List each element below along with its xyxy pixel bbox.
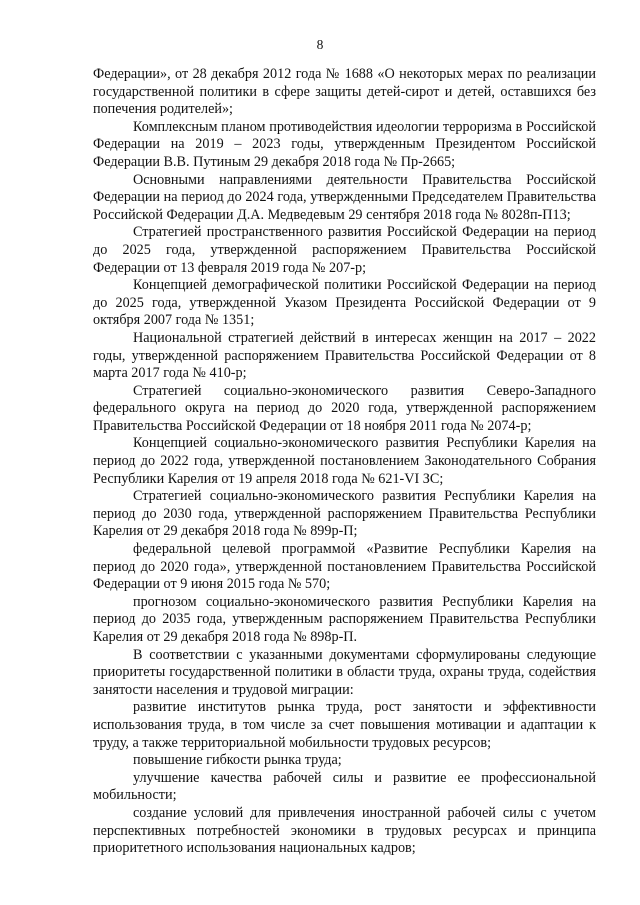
paragraph: развитие институтов рынка труда, рост занятости и эффективности использования труда, в том числе за счет повышения мотивации и адаптации к труду, а также территориальной мобильности трудовых ресурсов; <box>93 699 596 751</box>
paragraph: улучшение качества рабочей силы и развитие ее профессиональной мобильности; <box>93 769 596 804</box>
paragraph: Стратегией социально-экономического развития Северо-Западного федерального округа на период до 2020 года, утвержденной распоряжением Правительства Российской Федерации от 18 ноября 2011 года № 2074-р; <box>93 382 596 434</box>
paragraph: повышение гибкости рынка труда; <box>133 752 342 769</box>
paragraph: Федерации», от 28 декабря 2012 года № 1688 «О некоторых мерах по реализации государственной политики в сфере защиты детей-сирот и детей, оставшихся без попечения родителей»; <box>93 66 596 118</box>
paragraph: Стратегией социально-экономического развития Республики Карелия на период до 2030 года, утвержденной распоряжением Правительства Республики Карелия от 29 декабря 2018 года № 899р-П; <box>93 488 596 540</box>
paragraph: прогнозом социально-экономического развития Республики Карелия на период до 2035 года, утвержденным распоряжением Правительства Республики Карелия от 29 декабря 2018 года № 898р-П. <box>93 593 596 645</box>
paragraph: Основными направлениями деятельности Правительства Российской Федерации на период до 2024 года, утвержденными Председателем Правительства Российской Федерации Д.А. Медведевым 29 сентября 2018 года № 8028п-П13; <box>93 171 596 223</box>
paragraph: Концепцией демографической политики Российской Федерации на период до 2025 года, утвержденной Указом Президента Российской Федерации от 9 октября 2007 года № 1351; <box>93 277 596 329</box>
document-body <box>93 66 596 858</box>
paragraph: Национальной стратегией действий в интересах женщин на 2017 – 2022 годы, утвержденной распоряжением Правительства Российской Федерации от 8 марта 2017 года № 410-р; <box>93 329 596 382</box>
paragraph: федеральной целевой программой «Развитие Республики Карелия на период до 2020 года», утвержденной постановлением Правительства Российской Федерации от 9 июня 2015 года № 570; <box>93 541 596 593</box>
page-number: 8 <box>316 37 324 52</box>
paragraph: Концепцией социально-экономического развития Республики Карелия на период до 2022 года, утвержденной постановлением Законодательного Собрания Республики Карелия от 19 апреля 2018 года № 621-VI ЗС; <box>93 435 596 487</box>
paragraph: В соответствии с указанными документами сформулированы следующие приоритеты государственной политики в области труда, охраны труда, содействия занятости населения и трудовой миграции: <box>93 646 596 698</box>
paragraph: Стратегией пространственного развития Российской Федерации на период до 2025 года, утвержденной распоряжением Правительства Российской Федерации от 13 февраля 2019 года № 207-р; <box>93 224 596 276</box>
paragraph: создание условий для привлечения иностранной рабочей силы с учетом перспективных потребностей экономики в трудовых ресурсах и принципа приоритетного использования национальных кадров; <box>93 804 596 857</box>
paragraph: Комплексным планом противодействия идеологии терроризма в Российской Федерации на 2019 – 2023 годы, утвержденным Президентом Российской Федерации В.В. Путиным 29 декабря 2018 года № Пр-2665; <box>93 118 596 170</box>
